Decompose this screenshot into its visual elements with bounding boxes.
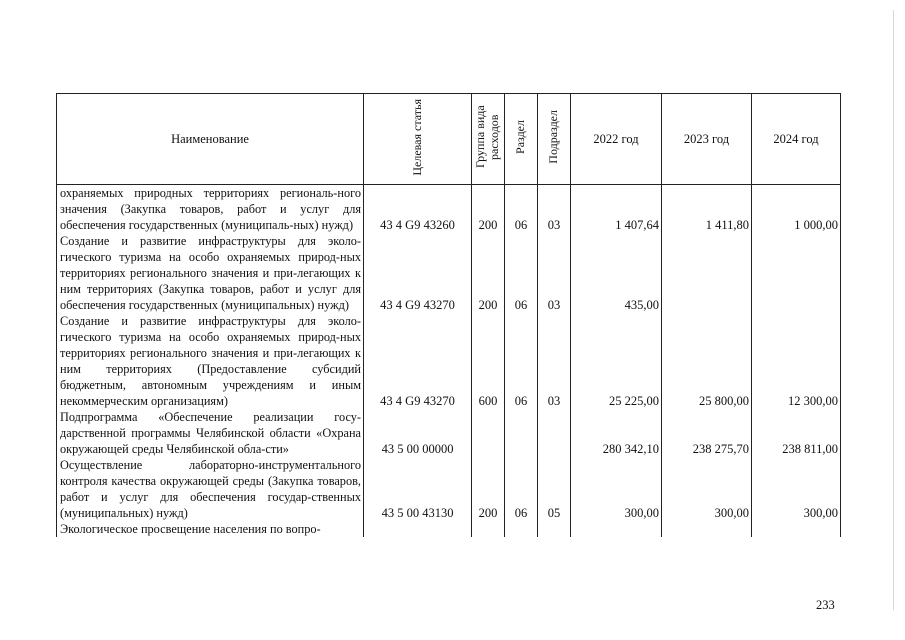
row-group	[472, 409, 505, 457]
row-name: Подпрограмма «Обеспечение реализации госу-дарственной программы Челябинской области «Охрана окружающей среды Челябинской обла-сти»	[57, 409, 364, 457]
row-2023: 238 275,70	[662, 409, 752, 457]
budget-table	[56, 93, 841, 537]
row-target: 43 5 00 00000	[364, 409, 472, 457]
header-section: Раздел	[505, 94, 538, 185]
row-2023	[662, 521, 752, 537]
table-row	[57, 233, 841, 313]
header-target-article: Целевая статья	[364, 94, 472, 185]
row-2024	[752, 233, 841, 313]
row-group: 200	[472, 457, 505, 521]
table-row	[57, 521, 841, 537]
row-name: Создание и развитие инфраструктуры для эколо-гического туризма на особо охраняемых природ-ных территориях регионального значения и при-легающих к ним территориях (Предоставление субсидий бюджетным, автономным учреждениям и иным некоммерческим организациям)	[57, 313, 364, 409]
row-2024: 300,00	[752, 457, 841, 521]
row-subsection: 03	[538, 185, 571, 234]
row-2023: 25 800,00	[662, 313, 752, 409]
row-group: 600	[472, 313, 505, 409]
header-expense-group: Группа вида расходов	[472, 94, 505, 185]
row-target: 43 4 G9 43260	[364, 185, 472, 234]
row-section: 06	[505, 457, 538, 521]
row-target: 43 4 G9 43270	[364, 313, 472, 409]
row-name: Создание и развитие инфраструктуры для эколо-гического туризма на особо охраняемых природ-ных территориях регионального значения и при-легающих к ним территориях (Закупка товаров, работ и услуг для обеспечения государственных (муниципальных) нужд)	[57, 233, 364, 313]
row-2022: 300,00	[571, 457, 662, 521]
row-group: 200	[472, 233, 505, 313]
row-group: 200	[472, 185, 505, 234]
row-section	[505, 409, 538, 457]
row-subsection	[538, 409, 571, 457]
row-name: Осуществление лабораторно-инструментального контроля качества окружающей среды (Закупка товаров, работ и услуг для обеспечения государ-ственных (муниципальных) нужд)	[57, 457, 364, 521]
row-target: 43 5 00 43130	[364, 457, 472, 521]
row-subsection: 03	[538, 313, 571, 409]
row-2024: 1 000,00	[752, 185, 841, 234]
table-row	[57, 457, 841, 521]
table-row	[57, 313, 841, 409]
row-subsection: 03	[538, 233, 571, 313]
row-group	[472, 521, 505, 537]
table-header-row	[57, 94, 841, 185]
row-section: 06	[505, 185, 538, 234]
row-2022: 25 225,00	[571, 313, 662, 409]
row-section: 06	[505, 313, 538, 409]
row-2022: 1 407,64	[571, 185, 662, 234]
header-2023: 2023 год	[662, 94, 752, 185]
row-target	[364, 521, 472, 537]
row-2024: 12 300,00	[752, 313, 841, 409]
row-name: охраняемых природных территориях региональ-ного значения (Закупка товаров, работ и услуг для обеспечения государственных (муниципаль-ных) нужд)	[57, 185, 364, 234]
row-2022: 280 342,10	[571, 409, 662, 457]
row-target: 43 4 G9 43270	[364, 233, 472, 313]
header-subsection: Подраздел	[538, 94, 571, 185]
row-2022: 435,00	[571, 233, 662, 313]
header-2024: 2024 год	[752, 94, 841, 185]
row-subsection	[538, 521, 571, 537]
row-section	[505, 521, 538, 537]
row-2022	[571, 521, 662, 537]
header-name: Наименование	[57, 94, 364, 185]
scan-edge-line	[893, 10, 894, 610]
row-2024: 238 811,00	[752, 409, 841, 457]
row-2023: 300,00	[662, 457, 752, 521]
row-subsection: 05	[538, 457, 571, 521]
row-2023: 1 411,80	[662, 185, 752, 234]
page-number: 233	[816, 598, 835, 612]
table-row	[57, 185, 841, 234]
row-section: 06	[505, 233, 538, 313]
row-name: Экологическое просвещение населения по вопро-	[57, 521, 364, 537]
header-2022: 2022 год	[571, 94, 662, 185]
table-row	[57, 409, 841, 457]
row-2023	[662, 233, 752, 313]
row-2024	[752, 521, 841, 537]
